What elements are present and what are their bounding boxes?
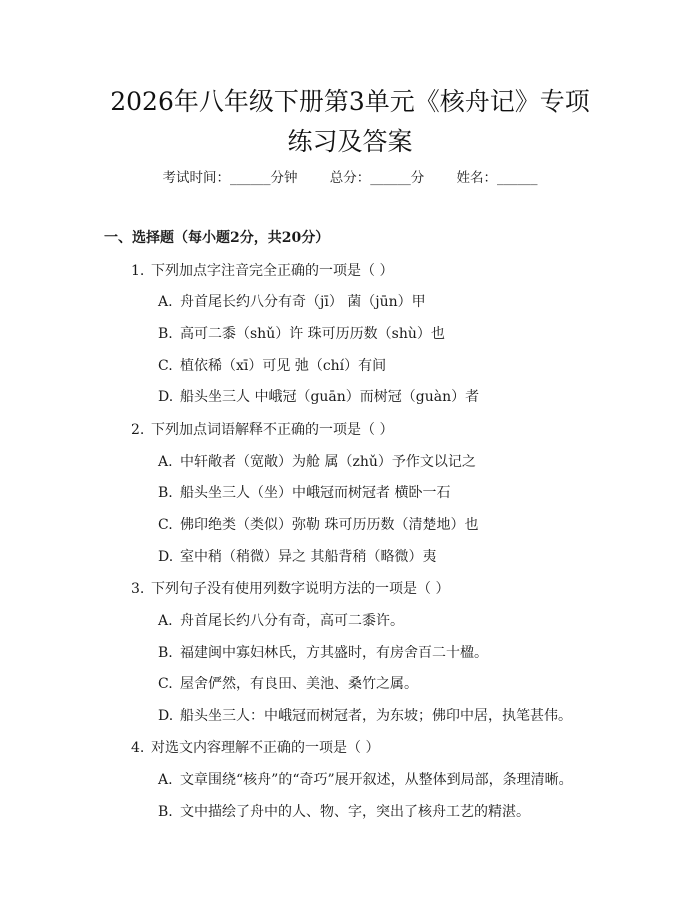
answer-option bbox=[158, 450, 476, 474]
question-number: 3. bbox=[131, 581, 145, 597]
question-stem bbox=[131, 577, 449, 601]
question-text: 下列句子没有使用列数字说明方法的一项是（ ） bbox=[151, 581, 450, 597]
option-text: 屋舍俨然，有良田、美池、桑竹之属。 bbox=[180, 676, 418, 692]
answer-option bbox=[158, 290, 426, 314]
question-number: 4. bbox=[131, 740, 145, 756]
option-text: 高可二黍（shǔ）许 珠可历历数（shù）也 bbox=[180, 326, 445, 342]
option-letter: A. bbox=[158, 294, 173, 310]
option-letter: B. bbox=[158, 485, 173, 501]
question-stem bbox=[131, 736, 379, 760]
option-text: 舟首尾长约八分有奇（jī） 菌（jūn）甲 bbox=[180, 294, 426, 310]
option-text: 舟首尾长约八分有奇，高可二黍许。 bbox=[180, 613, 404, 629]
option-letter: C. bbox=[158, 517, 173, 533]
question-number: 1. bbox=[131, 263, 145, 279]
option-text: 船头坐三人（坐）中峨冠而树冠者 横卧一石 bbox=[180, 485, 451, 501]
option-text: 室中稍（稍微）异之 其船背稍（略微）夷 bbox=[180, 549, 437, 565]
question-text: 下列加点字注音完全正确的一项是（ ） bbox=[151, 263, 394, 279]
option-text: 中轩敞者（宽敞）为舱 属（zhǔ）予作文以记之 bbox=[180, 454, 476, 470]
answer-option bbox=[158, 768, 573, 792]
answer-option bbox=[158, 704, 572, 728]
option-letter: D. bbox=[158, 549, 174, 565]
answer-option bbox=[158, 385, 479, 409]
exam-score: 总分：______分 bbox=[329, 170, 425, 186]
answer-option bbox=[158, 672, 418, 696]
option-letter: C. bbox=[158, 676, 173, 692]
option-text: 福建闽中寡妇林氏，方其盛时，有房舍百二十楹。 bbox=[180, 645, 488, 661]
option-text: 佛印绝类（类似）弥勒 珠可历历数（清楚地）也 bbox=[180, 517, 479, 533]
exam-name: 姓名：______ bbox=[456, 170, 538, 186]
answer-option bbox=[158, 800, 530, 824]
question-text: 对选文内容理解不正确的一项是（ ） bbox=[151, 740, 380, 756]
option-letter: A. bbox=[158, 772, 173, 788]
option-letter: A. bbox=[158, 454, 173, 470]
answer-option bbox=[158, 609, 404, 633]
section-heading: 一、选择题（每小题2分，共20分） bbox=[104, 230, 330, 246]
answer-option bbox=[158, 545, 436, 569]
question-number: 2. bbox=[131, 422, 145, 438]
question-stem bbox=[131, 418, 393, 442]
answer-option bbox=[158, 354, 386, 378]
document-title-line-2: 练习及答案 bbox=[287, 127, 413, 156]
option-text: 船头坐三人 中峨冠（guān）而树冠（guàn）者 bbox=[180, 389, 480, 405]
option-text: 植依稀（xī）可见 弛（chí）有间 bbox=[180, 358, 387, 374]
answer-option bbox=[158, 322, 445, 346]
option-letter: B. bbox=[158, 804, 173, 820]
option-letter: B. bbox=[158, 326, 173, 342]
option-letter: C. bbox=[158, 358, 173, 374]
option-letter: B. bbox=[158, 645, 173, 661]
question-stem bbox=[131, 259, 393, 283]
exam-meta bbox=[0, 166, 700, 190]
question-text: 下列加点词语解释不正确的一项是（ ） bbox=[151, 422, 394, 438]
option-letter: A. bbox=[158, 613, 173, 629]
answer-option bbox=[158, 513, 478, 537]
option-text: 文章围绕“核舟”的“奇巧”展开叙述，从整体到局部，条理清晰。 bbox=[180, 772, 573, 788]
document-title-line-1: 2026年八年级下册第3单元《核舟记》专项 bbox=[110, 87, 590, 116]
option-text: 文中描绘了舟中的人、物、字，突出了核舟工艺的精湛。 bbox=[180, 804, 530, 820]
option-letter: D. bbox=[158, 708, 174, 724]
exam-time: 考试时间：______分钟 bbox=[162, 170, 298, 186]
option-text: 船头坐三人：中峨冠而树冠者，为东坡；佛印中居，执笔甚伟。 bbox=[180, 708, 572, 724]
option-letter: D. bbox=[158, 389, 174, 405]
answer-option bbox=[158, 481, 450, 505]
answer-option bbox=[158, 641, 488, 665]
